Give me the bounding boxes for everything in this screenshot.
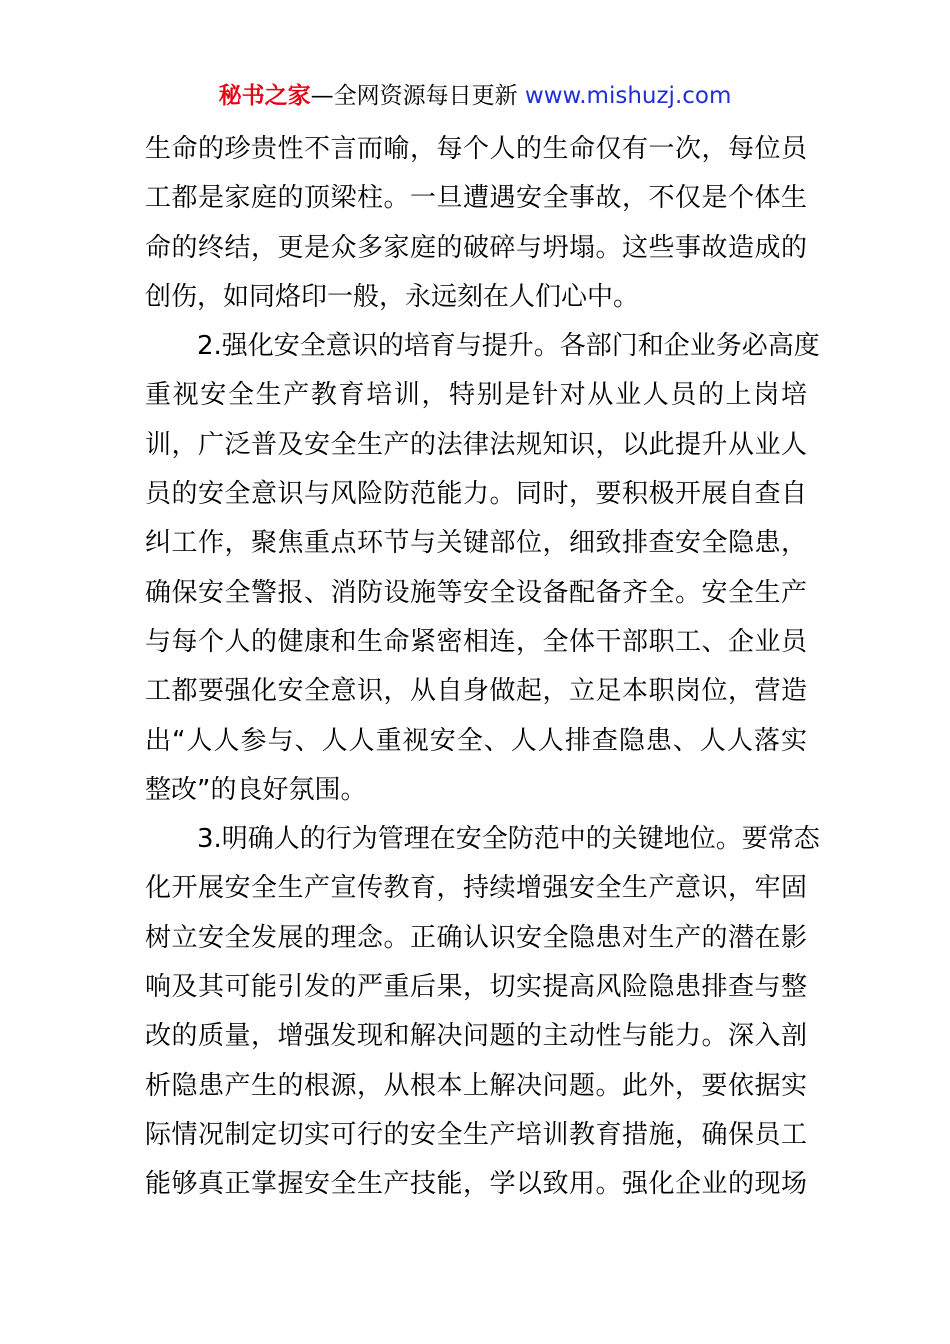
- text-line: 改的质量，增强发现和解决问题的主动性与能力。深入剖: [145, 1021, 807, 1052]
- text-line: 树立安全发展的理念。正确认识安全隐患对生产的潜在影: [145, 922, 807, 953]
- text-line: 重视安全生产教育培训，特别是针对从业人员的上岗培: [145, 380, 807, 411]
- text-line: 命的终结，更是众多家庭的破碎与坍塌。这些事故造成的: [145, 232, 807, 263]
- brand-name: 秘书之家: [218, 83, 311, 109]
- text-line: 析隐患产生的根源，从根本上解决问题。此外，要依据实: [145, 1070, 807, 1101]
- text-line: 确保安全警报、消防设施等安全设备配备齐全。安全生产: [145, 577, 807, 608]
- site-url-link[interactable]: www.mishuzj.com: [524, 83, 732, 109]
- text-line: 化开展安全生产宣传教育，持续增强安全生产意识，牢固: [145, 873, 807, 904]
- text-line: 纠工作，聚焦重点环节与关键部位，细致排查安全隐患，: [145, 528, 807, 559]
- section-heading-line: 3.明确人的行为管理在安全防范中的关键地位。要常态: [197, 824, 820, 855]
- section-heading-line: 2.强化安全意识的培育与提升。各部门和企业务必高度: [197, 331, 820, 362]
- text-line: 工都是家庭的顶梁柱。一旦遭遇安全事故，不仅是个体生: [145, 183, 807, 214]
- text-line: 能够真正掌握安全生产技能，学以致用。强化企业的现场: [145, 1169, 807, 1200]
- text-line: 创伤，如同烙印一般，永远刻在人们心中。: [145, 281, 640, 312]
- text-line: 响及其可能引发的严重后果，切实提高风险隐患排查与整: [145, 972, 807, 1003]
- text-line: 工都要强化安全意识，从自身做起，立足本职岗位，营造: [145, 676, 807, 707]
- text-line: 出“人人参与、人人重视安全、人人排查隐患、人人落实: [145, 725, 807, 756]
- text-line: 生命的珍贵性不言而喻，每个人的生命仅有一次，每位员: [145, 134, 807, 164]
- page-header: [0, 80, 950, 112]
- header-tagline: —全网资源每日更新: [310, 83, 518, 109]
- text-line: 际情况制定切实可行的安全生产培训教育措施，确保员工: [145, 1119, 807, 1150]
- text-line: 员的安全意识与风险防范能力。同时，要积极开展自查自: [145, 479, 807, 510]
- document-body: [145, 125, 820, 1210]
- text-line: 整改”的良好氛围。: [145, 774, 367, 805]
- text-line: 训，广泛普及安全生产的法律法规知识，以此提升从业人: [145, 429, 807, 460]
- text-line: 与每个人的健康和生命紧密相连，全体干部职工、企业员: [145, 626, 807, 657]
